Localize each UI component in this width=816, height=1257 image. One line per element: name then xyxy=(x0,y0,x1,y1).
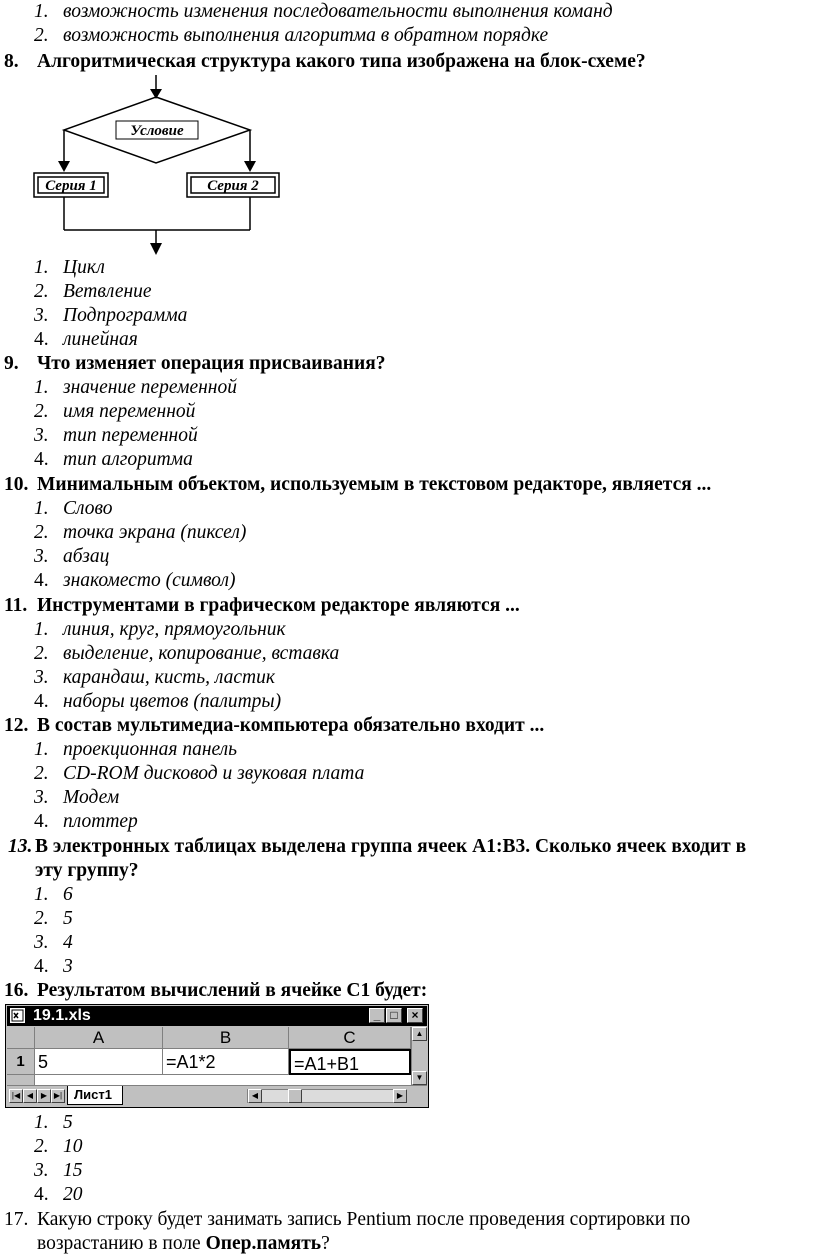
option-text: имя переменной xyxy=(63,401,196,422)
option-number: 4. xyxy=(34,329,49,350)
question-text: В электронных таблицах выделена группа ячеек А1:В3. Сколько ячеек входит в xyxy=(35,836,747,857)
option-text: тип переменной xyxy=(63,425,198,446)
option-number: 1. xyxy=(34,884,49,905)
maximize-icon: □ xyxy=(390,1008,398,1022)
option-number: 3. xyxy=(34,546,49,567)
question-text: Что изменяет операция присваивания? xyxy=(37,353,386,374)
option-number: 2. xyxy=(34,25,49,46)
option-text: 4 xyxy=(63,932,73,953)
question-text: Результатом вычислений в ячейке С1 будет: xyxy=(37,980,428,1001)
select-all-corner[interactable] xyxy=(7,1027,35,1049)
question-number: 9. xyxy=(4,353,19,374)
option-text: Модем xyxy=(63,787,120,808)
option-text: 3 xyxy=(63,956,73,977)
option-text: линия, круг, прямоугольник xyxy=(63,619,286,640)
option-number: 3. xyxy=(34,305,49,326)
question-number: 12. xyxy=(4,715,29,736)
vertical-scrollbar[interactable] xyxy=(411,1027,428,1085)
option-number: 1. xyxy=(34,739,49,760)
next-sheet-button[interactable] xyxy=(37,1089,51,1103)
option-number: 1. xyxy=(34,619,49,640)
close-button[interactable] xyxy=(407,1008,423,1023)
last-arrow-icon: ▶| xyxy=(53,1091,63,1100)
option-text: значение переменной xyxy=(63,377,237,398)
option-number: 2. xyxy=(34,763,49,784)
option-text: наборы цветов (палитры) xyxy=(63,691,282,712)
minimize-icon: _ xyxy=(373,1008,381,1022)
question-text: Какую строку будет занимать запись Pentium после проведения сортировки по xyxy=(37,1209,691,1230)
sheet-tab[interactable]: Лист1 xyxy=(67,1086,123,1105)
sheet-tab-bar xyxy=(7,1085,427,1106)
spreadsheet-window xyxy=(5,1004,429,1108)
question-text-part: ? xyxy=(321,1233,330,1254)
option-text: плоттер xyxy=(63,811,138,832)
option-number: 4. xyxy=(34,1184,49,1205)
question-number: 8. xyxy=(4,51,19,72)
first-arrow-icon: |◀ xyxy=(11,1091,21,1100)
option-text: знакоместо (символ) xyxy=(63,570,236,591)
minimize-button[interactable] xyxy=(369,1008,385,1023)
option-number: 4. xyxy=(34,570,49,591)
option-number: 2. xyxy=(34,522,49,543)
arrow-right-icon: ▶ xyxy=(396,1091,404,1100)
option-number: 2. xyxy=(34,908,49,929)
flowchart-diagram xyxy=(30,75,290,265)
option-text: CD-ROM дисковод и звуковая плата xyxy=(63,763,365,784)
option-number: 4. xyxy=(34,811,49,832)
close-icon: × xyxy=(411,1008,419,1022)
column-header-a[interactable]: A xyxy=(35,1027,163,1049)
scroll-right-button[interactable] xyxy=(393,1089,407,1103)
option-number: 1. xyxy=(34,498,49,519)
question-number: 13. xyxy=(8,836,33,857)
option-text: Слово xyxy=(63,498,113,519)
arrow-down-icon: ▼ xyxy=(415,1073,424,1082)
question-text: эту группу? xyxy=(35,860,139,881)
option-number: 3. xyxy=(34,932,49,953)
option-text: карандаш, кисть, ластик xyxy=(63,667,275,688)
series-1-label: Серия 1 xyxy=(45,178,97,194)
question-number: 11. xyxy=(4,595,28,616)
option-number: 3. xyxy=(34,1160,49,1181)
right-arrow-icon: ▶ xyxy=(40,1091,48,1100)
option-number: 1. xyxy=(34,377,49,398)
option-text: выделение, копирование, вставка xyxy=(63,643,340,664)
column-header-c[interactable]: C xyxy=(289,1027,411,1049)
option-text: возможность изменения последовательности выполнения команд xyxy=(63,1,613,22)
option-number: 1. xyxy=(34,1112,49,1133)
option-number: 1. xyxy=(34,257,49,278)
scroll-thumb[interactable] xyxy=(288,1089,302,1103)
option-number: 4. xyxy=(34,956,49,977)
option-number: 4. xyxy=(34,691,49,712)
sheet-grid xyxy=(7,1027,411,1085)
question-text: Минимальным объектом, используемым в текстовом редакторе, является ... xyxy=(37,474,712,495)
question-number: 17. xyxy=(4,1209,29,1230)
series-2-label: Серия 2 xyxy=(207,178,259,194)
first-sheet-button[interactable] xyxy=(9,1089,23,1103)
condition-label: Условие xyxy=(130,123,184,139)
question-text-part: возрастанию в поле xyxy=(37,1233,206,1254)
column-header-b[interactable]: B xyxy=(163,1027,289,1049)
option-text: Подпрограмма xyxy=(63,305,188,326)
option-text: Цикл xyxy=(63,257,105,278)
option-text: тип алгоритма xyxy=(63,449,193,470)
option-text: 5 xyxy=(63,1112,73,1133)
option-number: 4. xyxy=(34,449,49,470)
option-text: 5 xyxy=(63,908,73,929)
left-arrow-icon: ◀ xyxy=(26,1091,34,1100)
option-text: линейная xyxy=(63,329,138,350)
row-header-1[interactable]: 1 xyxy=(7,1049,35,1075)
option-text: абзац xyxy=(63,546,110,567)
scroll-up-button[interactable] xyxy=(412,1027,427,1041)
option-number: 3. xyxy=(34,667,49,688)
prev-sheet-button[interactable] xyxy=(23,1089,37,1103)
scroll-left-button[interactable] xyxy=(248,1089,262,1103)
question-number: 10. xyxy=(4,474,29,495)
option-number: 2. xyxy=(34,643,49,664)
option-number: 2. xyxy=(34,1136,49,1157)
row-header-2[interactable] xyxy=(7,1075,35,1085)
window-title: 19.1.xls xyxy=(33,1007,91,1024)
last-sheet-button[interactable] xyxy=(51,1089,65,1103)
option-text: точка экрана (пиксел) xyxy=(63,522,247,543)
spreadsheet-doc-icon xyxy=(10,1008,25,1023)
option-number: 2. xyxy=(34,281,49,302)
window-titlebar[interactable] xyxy=(7,1006,427,1026)
option-text: 15 xyxy=(63,1160,83,1181)
scroll-down-button[interactable] xyxy=(412,1071,427,1085)
option-number: 1. xyxy=(34,1,49,22)
cell-b1[interactable]: =A1*2 xyxy=(163,1049,289,1075)
question-text: Инструментами в графическом редакторе являются ... xyxy=(37,595,520,616)
option-number: 3. xyxy=(34,425,49,446)
question-text xyxy=(37,1232,330,1256)
cell-c1[interactable]: =A1+B1 xyxy=(289,1049,411,1075)
arrow-up-icon: ▲ xyxy=(415,1029,424,1038)
field-name: Опер.память xyxy=(205,1233,322,1254)
option-text: проекционная панель xyxy=(63,739,238,760)
option-number: 2. xyxy=(34,401,49,422)
option-text: 10 xyxy=(63,1136,83,1157)
option-text: возможность выполнения алгоритма в обратном порядке xyxy=(63,25,549,46)
question-text: Алгоритмическая структура какого типа изображена на блок-схеме? xyxy=(37,51,646,72)
option-text: Ветвление xyxy=(63,281,152,302)
maximize-button[interactable] xyxy=(386,1008,402,1023)
horizontal-scrollbar[interactable] xyxy=(247,1089,407,1103)
question-text: В состав мультимедиа-компьютера обязательно входит ... xyxy=(37,715,545,736)
option-text: 20 xyxy=(63,1184,83,1205)
option-text: 6 xyxy=(63,884,73,905)
cell-a1[interactable]: 5 xyxy=(35,1049,163,1075)
question-number: 16. xyxy=(4,980,29,1001)
option-number: 3. xyxy=(34,787,49,808)
arrow-left-icon: ◀ xyxy=(251,1091,259,1100)
